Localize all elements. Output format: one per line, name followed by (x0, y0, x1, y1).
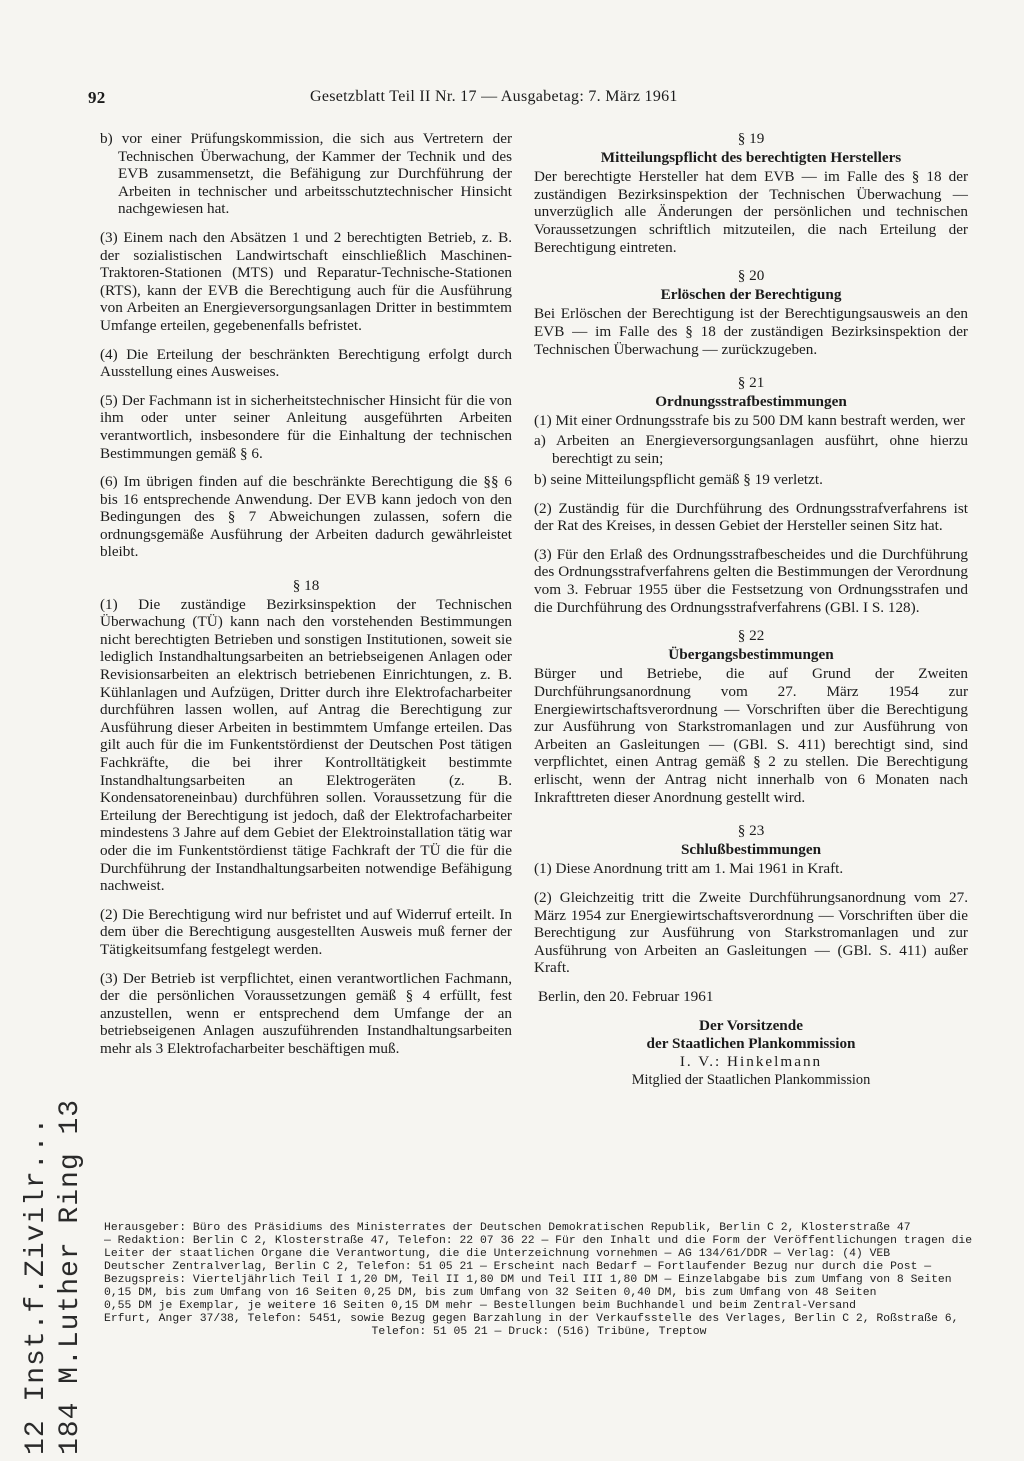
imprint-line: 0,55 DM je Exemplar, je weitere 16 Seiten 0,15 DM mehr — Bestellungen beim Buchhandel und beim Zentral-Versand (104, 1300, 856, 1312)
page-header (88, 88, 968, 112)
section-18-paragraph-1: (1) Die zuständige Bezirksinspektion der Technischen Überwachung (TÜ) kann nach den vorstehenden Bestimmungen nicht berechtigten Betrieben und sonstigen Institutionen, soweit sie lediglich Instandhaltungsarbeiten an betriebseigenen Anlagen oder Revisionsarbeiten an elektrisch betriebenen Einrichtungen, z. B. Kühlanlagen und Aufzügen, Dritter durch ihre Elektrofacharbeiter durchführen lassen wollen, auf Antrag die Berechtigung zur Ausführung dieser Arbeiten in bestimmtem Umfange erteilen. Das gilt auch für die im Funkentstördienst der Deutschen Post tätigen Fachkräfte, die bei ihrer Kontrolltätigkeit bestimmte Instandhaltungsarbeiten an Elektrogeräten (z. B. Kondensatoreneinbau) durchführen sollen. Voraussetzung für die Erteilung der Berechtigung ist jedoch, daß der Elektrofacharbeiter mindestens 3 Jahre auf dem Gebiet der Elektroinstallation tätig war oder die im Funkentstördienst tätige Fachkraft der TÜ die für die Durchführung der Instandhaltungsarbeiten notwendige Befähigung nachweist. (100, 595, 512, 895)
right-column (534, 130, 968, 1089)
imprint-line: Bezugspreis: Vierteljährlich Teil I 1,20 DM, Teil II 1,80 DM und Teil III 1,80 DM — Einzelabgabe bis zum Umfang von 8 Seiten (104, 1274, 952, 1286)
imprint-line: Telefon: 51 05 21 — Druck: (516) Tribüne, Treptow (371, 1326, 707, 1338)
stamp-line-1: 12 Inst.f.Zivilr... (21, 1116, 52, 1455)
section-19-number: § 19 (737, 130, 765, 147)
library-stamp (20, 1099, 88, 1455)
section-19-text: Der berechtigte Hersteller hat dem EVB — im Falle des § 18 der zuständigen Bezirksinspektion der Technischen Überwachung — unverzüglich alle Änderungen der persönlichen und technischen Voraussetzungen schriftlich mitzuteilen, die nach Erteilung der Berechtigung eintreten. (534, 168, 968, 256)
date-line: Berlin, den 20. Februar 1961 (538, 987, 714, 1005)
section-23-number: § 23 (737, 822, 765, 840)
stamp-line-2: 184 M.Luther Ring 13 (55, 1098, 86, 1455)
section-23-paragraph-1: (1) Diese Anordnung tritt am 1. Mai 1961 in Kraft. (534, 860, 844, 878)
signature-role: Mitglied der Staatlichen Plankommission (631, 1071, 871, 1088)
paragraph-b-item: b) vor einer Prüfungskommission, die sich aus Vertretern der Technischen Überwachung, der Kammer der Technik und des EVB zusammensetzt, die Befähigung zur Durchführung der Arbeiten in technischer und arbeitsschutztechnischer Hinsicht nachgewiesen hat. (100, 130, 512, 218)
imprint-line: Leiter der staatlichen Organe die Verantwortung, die die Unterzeichnung vornehmen — AG 134/61/DDR — Verlag: (4) VEB (104, 1248, 891, 1260)
section-18-paragraph-2: (2) Die Berechtigung wird nur befristet und auf Widerruf erteilt. In dem über die Berechtigung ausgestellten Ausweis muß ferner der Tätigkeitsumfang festgelegt werden. (100, 905, 512, 958)
imprint-line: Erfurt, Anger 37/38, Telefon: 5451, sowie Bezug gegen Barzahlung in der Verkaufsstelle des Verlages, Berlin C 2, Roßstraße 6, (104, 1313, 959, 1325)
section-21-title: Ordnungsstrafbestimmungen (655, 392, 847, 410)
section-20-number: § 20 (737, 267, 765, 285)
paragraph-4: (4) Die Erteilung der beschränkten Berechtigung erfolgt durch Ausstellung eines Ausweises. (100, 345, 512, 381)
section-19-title: Mitteilungspflicht des berechtigten Herstellers (600, 148, 902, 166)
signature-title-1: Der Vorsitzende (699, 1016, 803, 1034)
signature-block (534, 1017, 968, 1089)
section-21-paragraph-1: (1) Mit einer Ordnungsstrafe bis zu 500 DM kann bestraft werden, wer (534, 412, 966, 430)
section-18-number: § 18 (292, 577, 320, 595)
imprint-footer (104, 1222, 974, 1339)
section-21-item-b: b) seine Mitteilungspflicht gemäß § 19 verletzt. (534, 471, 823, 489)
section-21-paragraph-2: (2) Zuständig für die Durchführung des Ordnungsstrafverfahrens ist der Rat des Kreises, in dessen Gebiet der Hersteller seinen Sitz hat. (534, 499, 968, 535)
imprint-line: Herausgeber: Büro des Präsidiums des Ministerrates der Deutschen Demokratischen Republik, Berlin C 2, Klosterstraße 47 (104, 1222, 911, 1234)
section-21-number: § 21 (737, 374, 765, 392)
imprint-line: 0,15 DM, bis zum Umfang von 16 Seiten 0,25 DM, bis zum Umfang von 32 Seiten 0,40 DM, bis zum Umfang von 48 Seiten (104, 1287, 877, 1299)
signature-name: I. V.: Hinkelmann (679, 1052, 823, 1070)
paragraph-6: (6) Im übrigen finden auf die beschränkte Berechtigung die §§ 6 bis 16 entsprechende Anwendung. Der EVB kann jedoch von den Bedingungen des § 7 Abweichungen zulassen, sofern die ordnungsgemäße Ausführung der Arbeiten dadurch gewährleistet bleibt. (100, 473, 512, 561)
signature-title-2: der Staatlichen Plankommission (646, 1034, 856, 1052)
section-23-title: Schlußbestimmungen (680, 840, 822, 858)
paragraph-5: (5) Der Fachmann ist in sicherheitstechnischer Hinsicht für die von ihm oder unter seiner Anleitung ausgeführten Arbeiten verantwortlich, insbesondere für die Einhaltung der technischen Bestimmungen gemäß § 6. (100, 391, 512, 462)
section-22-title: Übergangsbestimmungen (668, 645, 834, 663)
paragraph-3: (3) Einem nach den Absätzen 1 und 2 berechtigten Betrieb, z. B. der sozialistischen Landwirtschaft einschließlich Maschinen-Traktoren-Stationen (MTS) und Reparatur-Technische-Stationen (RTS), kann der EVB die Berechtigung auch für die Ausführung von Arbeiten an Energieversorgungsanlagen Dritter in bestimmtem Umfange erteilen, gegebenenfalls befristet. (100, 228, 512, 334)
imprint-line: Deutscher Zentralverlag, Berlin C 2, Telefon: 51 05 21 — Erscheint nach Bedarf — Fortlaufender Bezug nur durch die Post — (104, 1261, 932, 1273)
section-20-text: Bei Erlöschen der Berechtigung ist der Berechtigungsausweis an den EVB — im Falle des § 18 der zuständigen Bezirksinspektion der Technischen Überwachung — zurückzugeben. (534, 305, 968, 358)
section-20-title: Erlöschen der Berechtigung (660, 285, 842, 303)
section-18-paragraph-3: (3) Der Betrieb ist verpflichtet, einen verantwortlichen Fachmann, der die persönlichen Voraussetzungen gemäß § 4 erfüllt, fest anzustellen, wenn er entsprechend dem Umfange der an betriebseigenen Anlagen auszuführenden Instandhaltungsarbeiten mehr als 3 Elektrofacharbeiter beschäftigen muß. (100, 969, 512, 1057)
section-21-paragraph-3: (3) Für den Erlaß des Ordnungsstrafbescheides und die Durchführung des Ordnungsstrafverfahrens gelten die Bestimmungen der Verordnung vom 3. Februar 1955 über die Festsetzung von Ordnungsstrafen und die Durchführung des Ordnungsstrafverfahrens (GBl. I S. 128). (534, 545, 968, 616)
header-title: Gesetzblatt Teil II Nr. 17 — Ausgabetag: 7. März 1961 (310, 88, 678, 105)
section-22-text: Bürger und Betriebe, die auf Grund der Zweiten Durchführungsanordnung vom 27. März 1954 zur Energiewirtschaftsverordnung — Vorschriften über die Berechtigung zur Ausführung von Starkstromanlagen und zur Ausführung von Arbeiten an Gasleitungen — (GBl. S. 411) berechtigt sind, sind verpflichtet, einen Antrag gemäß § 2 zu stellen. Die Berechtigung erlischt, wenn der Antrag nicht innerhalb von 6 Monaten nach Inkrafttreten dieser Anordnung gestellt wird. (534, 665, 968, 806)
page-number: 92 (88, 88, 106, 107)
section-22-number: § 22 (737, 627, 765, 645)
section-21-item-a: a) Arbeiten an Energieversorgungsanlagen ausführt, ohne hierzu berechtigt zu sein; (534, 431, 968, 467)
imprint-line: — Redaktion: Berlin C 2, Klosterstraße 47, Telefon: 22 07 36 22 — Für den Inhalt und die Form der Veröffentlichungen tragen die (104, 1235, 973, 1247)
section-23-paragraph-2: (2) Gleichzeitig tritt die Zweite Durchführungsanordnung vom 27. März 1954 zur Energiewirtschaftsverordnung — Vorschriften über die Berechtigung zur Ausführung von Starkstromanlagen und zur Ausführung von Arbeiten an Gasleitungen — (GBl. S. 411) außer Kraft. (534, 888, 968, 977)
left-column (100, 130, 512, 1069)
